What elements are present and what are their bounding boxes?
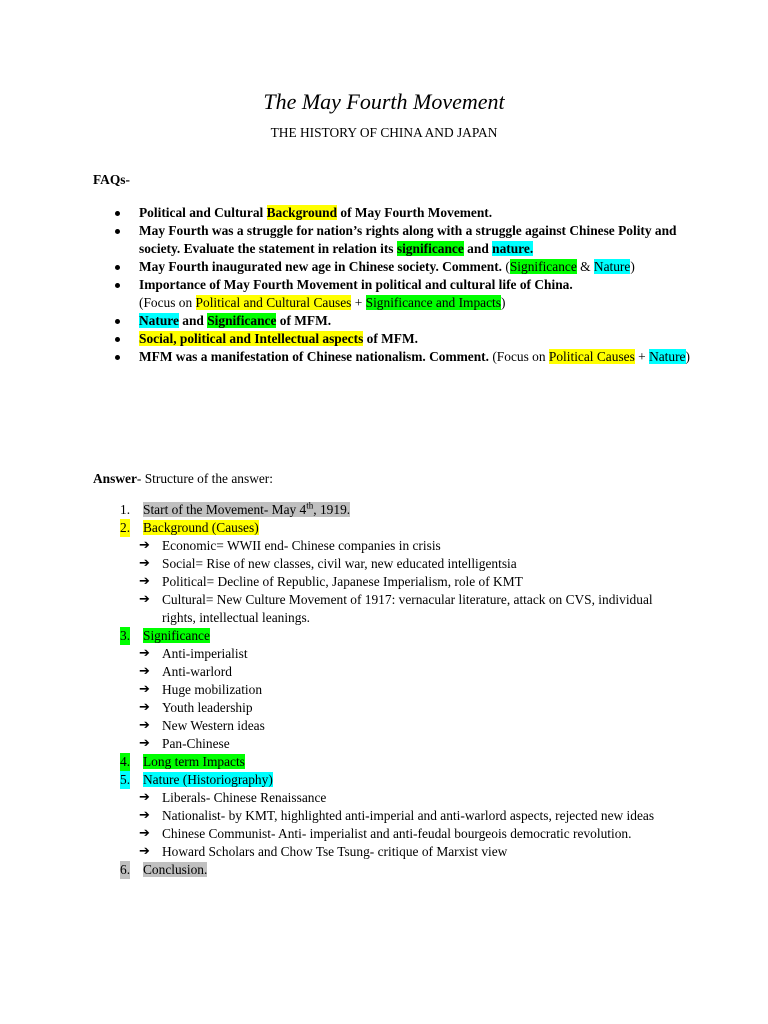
outline-subitem: ➔ Social= Rise of new classes, civil war, new educated intelligentsia: [139, 556, 517, 571]
right-arrow-icon: ➔: [139, 646, 150, 661]
outline-subitem: ➔ Economic= WWII end- Chinese companies in crisis: [139, 538, 441, 553]
bullet-dot-icon: [115, 319, 120, 324]
outline-subitem: ➔ Nationalist- by KMT, highlighted anti-imperial and anti-warlord aspects, rejected new ideas: [139, 808, 655, 823]
outline-subitem: ➔ Cultural= New Culture Movement of 1917: vernacular literature, attack on CVS, individual rights, intellectual leanings.: [139, 592, 653, 625]
outline-item-3: 3. Significance: [120, 628, 210, 643]
outline-subitem: ➔ Howard Scholars and Chow Tse Tsung- critique of Marxist view: [139, 844, 508, 859]
faq-item-3: May Fourth inaugurated new age in Chinese society. Comment. (Significance & Nature): [110, 258, 690, 276]
outline-item-4: 4. Long term Impacts: [120, 754, 245, 769]
outline-subitem: ➔ Huge mobilization: [139, 682, 263, 697]
bullet-dot-icon: [115, 265, 120, 270]
faq-item-2: May Fourth was a struggle for nation’s rights along with a struggle against Chinese Polity and society. Evaluate the statement in relation its significance and nature.: [110, 222, 690, 258]
faq-item-4: Importance of May Fourth Movement in political and cultural life of China. (Focus on Political and Cultural Causes + Significance and Impacts): [110, 276, 690, 312]
answer-heading: Answer- Structure of the answer:: [93, 471, 273, 486]
faq-item-7: MFM was a manifestation of Chinese nationalism. Comment. (Focus on Political Causes + Nature): [110, 348, 690, 366]
outline-subitem: ➔ Anti-warlord: [139, 664, 232, 679]
outline-subitem: ➔ Youth leadership: [139, 700, 253, 715]
outline-subitem: ➔ Liberals- Chinese Renaissance: [139, 790, 327, 805]
outline-subitem: ➔ Political= Decline of Republic, Japanese Imperialism, role of KMT: [139, 574, 523, 589]
faq-item-6: Social, political and Intellectual aspects of MFM.: [110, 330, 690, 348]
outline-subitem: ➔ Chinese Communist- Anti- imperialist and anti-feudal bourgeois democratic revolution.: [139, 826, 632, 841]
outline-subitem: ➔ Anti-imperialist: [139, 646, 248, 661]
right-arrow-icon: ➔: [139, 538, 150, 553]
bullet-dot-icon: [115, 337, 120, 342]
outline-item-1: 1. Start of the Movement- May 4th, 1919.: [120, 500, 351, 517]
right-arrow-icon: ➔: [139, 592, 150, 607]
page-title: The May Fourth Movement: [263, 89, 505, 114]
outline-subitem: ➔ New Western ideas: [139, 718, 265, 733]
bullet-dot-icon: [115, 355, 120, 360]
right-arrow-icon: ➔: [139, 808, 150, 823]
faq-item-5: Nature and Significance of MFM.: [110, 312, 690, 330]
right-arrow-icon: ➔: [139, 736, 150, 751]
right-arrow-icon: ➔: [139, 556, 150, 571]
right-arrow-icon: ➔: [139, 790, 150, 805]
right-arrow-icon: ➔: [139, 574, 150, 589]
outline-item-5: 5. Nature (Historiography): [120, 772, 273, 787]
right-arrow-icon: ➔: [139, 682, 150, 697]
right-arrow-icon: ➔: [139, 826, 150, 841]
faq-item-1: Political and Cultural Background of May Fourth Movement.: [110, 204, 690, 222]
right-arrow-icon: ➔: [139, 700, 150, 715]
faq-list: [110, 204, 690, 366]
outline-item-6: 6. Conclusion.: [120, 862, 208, 877]
right-arrow-icon: ➔: [139, 664, 150, 679]
outline-subitem: ➔ Pan-Chinese: [139, 736, 230, 751]
bullet-dot-icon: [115, 283, 120, 288]
bullet-dot-icon: [115, 211, 120, 216]
right-arrow-icon: ➔: [139, 718, 150, 733]
bullet-dot-icon: [115, 229, 120, 234]
right-arrow-icon: ➔: [139, 844, 150, 859]
answer-outline: [120, 501, 680, 879]
page-subtitle: THE HISTORY OF CHINA AND JAPAN: [270, 125, 498, 140]
faq-heading: FAQs-: [93, 172, 130, 187]
outline-item-2: 2. Background (Causes): [120, 520, 259, 535]
